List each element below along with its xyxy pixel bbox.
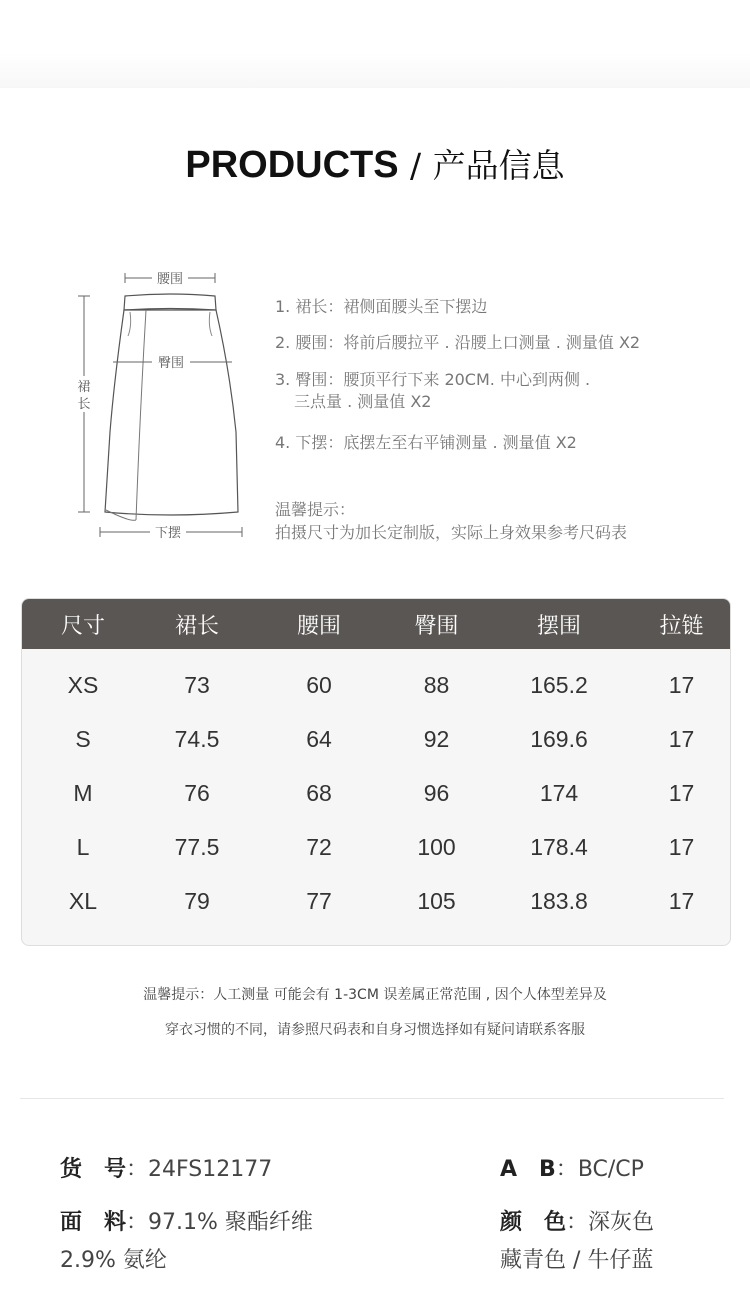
fabric-label: 面 料 (60, 1210, 127, 1235)
cell-size: XS (67, 671, 99, 698)
cell-zipper: 17 (668, 725, 695, 752)
cell-size: M (73, 779, 93, 806)
cell-length: 79 (184, 887, 210, 914)
table-row (22, 658, 730, 712)
cell-hip: 100 (417, 833, 456, 860)
cell-length: 74.5 (174, 725, 220, 752)
note-hip-line2: 三点量 . 测量值 X2 (294, 392, 432, 411)
skirt-illustration (70, 262, 260, 552)
color-row (500, 1205, 654, 1236)
measure-tip-line2: 穿衣习惯的不同，请参照尺码表和自身习惯选择如有疑问请联系客服 (165, 1022, 585, 1038)
size-table-header (22, 599, 730, 649)
cell-waist: 77 (306, 887, 332, 914)
header-hem: 摆围 (536, 613, 581, 639)
cell-hip: 105 (417, 887, 456, 914)
header-size: 尺寸 (60, 613, 105, 639)
note-length: 1. 裙长：裙侧面腰头至下摆边 (275, 297, 488, 316)
size-table (21, 598, 731, 946)
hem-label: 下摆 (154, 526, 182, 541)
waist-label: 腰围 (156, 272, 184, 287)
note-waist: 2. 腰围：将前后腰拉平 . 沿腰上口测量 . 测量值 X2 (275, 333, 641, 352)
cell-zipper: 17 (668, 779, 695, 806)
sku-value: 24FS12177 (148, 1157, 273, 1182)
cell-hem: 169.6 (530, 725, 588, 752)
sku-colon: ： (126, 1157, 149, 1182)
cell-hem: 174 (539, 779, 579, 806)
cell-waist: 60 (306, 671, 332, 698)
ab-label: A B (500, 1157, 556, 1182)
size-table-body (22, 649, 730, 928)
title-zh: 产品信息 (432, 146, 565, 185)
table-row (22, 766, 730, 820)
header-waist: 腰围 (296, 613, 341, 639)
length-label-2: 长 (77, 397, 91, 412)
cell-waist: 64 (306, 725, 332, 752)
header-zipper: 拉链 (659, 613, 704, 639)
length-label-1: 裙 (77, 380, 91, 395)
sku-label: 货 号 (60, 1157, 127, 1182)
cell-hip: 88 (423, 671, 450, 698)
top-band (0, 0, 750, 88)
color-value-2: 藏青色 / 牛仔蓝 (500, 1248, 654, 1273)
skirt-diagram (70, 262, 260, 552)
measure-tip-line1: 温馨提示：人工测量 可能会有 1-3CM 误差属正常范围 , 因个人体型差异及 (143, 987, 607, 1003)
title-en: PRODUCTS (185, 144, 399, 186)
cell-hem: 165.2 (530, 671, 588, 698)
tip-text: 拍摄尺寸为加长定制版，实际上身效果参考尺码表 (275, 523, 628, 542)
cell-hem: 183.8 (530, 887, 588, 914)
color-value: 深灰色 (588, 1210, 655, 1235)
sku-row (60, 1152, 272, 1183)
cell-hip: 96 (423, 779, 450, 806)
header-length: 裙长 (174, 613, 219, 639)
cell-zipper: 17 (668, 833, 695, 860)
cell-size: L (76, 833, 90, 860)
cell-hem: 178.4 (530, 833, 588, 860)
table-row (22, 874, 730, 928)
fabric-value-2: 2.9% 氨纶 (60, 1248, 167, 1273)
section-divider (20, 1098, 724, 1099)
note-hem: 4. 下摆：底摆左至右平铺测量 . 测量值 X2 (275, 433, 577, 452)
cell-length: 76 (184, 779, 210, 806)
table-row (22, 820, 730, 874)
ab-row (500, 1152, 644, 1183)
cell-waist: 72 (306, 833, 332, 860)
cell-size: S (75, 725, 91, 752)
fabric-colon: ： (126, 1210, 149, 1235)
hip-label: 臀围 (157, 356, 185, 371)
cell-hip: 92 (423, 725, 450, 752)
page-title (0, 140, 750, 187)
ab-colon: ： (555, 1157, 578, 1182)
note-hip-line1: 3. 臀围：腰顶平行下来 20CM. 中心到两侧 . (275, 370, 591, 389)
table-row (22, 712, 730, 766)
cell-zipper: 17 (668, 887, 695, 914)
cell-length: 77.5 (174, 833, 220, 860)
cell-waist: 68 (306, 779, 332, 806)
ab-value: BC/CP (577, 1157, 644, 1182)
cell-size: XL (68, 887, 98, 914)
cell-zipper: 17 (668, 671, 695, 698)
color-label: 颜 色 (500, 1210, 567, 1235)
fabric-value: 97.1% 聚酯纤维 (148, 1210, 313, 1235)
cell-length: 73 (184, 671, 210, 698)
tip-title: 温馨提示： (275, 500, 356, 519)
fabric-row (60, 1205, 313, 1236)
color-colon: ： (566, 1210, 589, 1235)
title-separator: / (410, 146, 422, 185)
header-hip: 臀围 (414, 613, 459, 639)
